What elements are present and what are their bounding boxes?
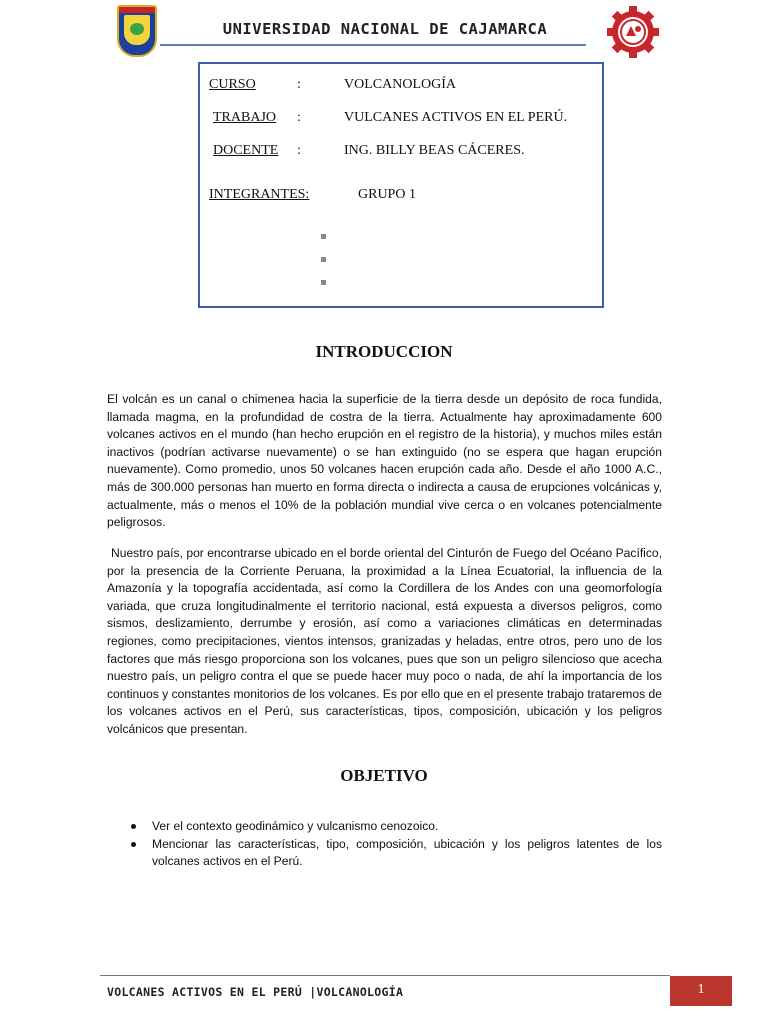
docente-label: DOCENTE (213, 143, 279, 158)
grupo-value: GRUPO 1 (358, 187, 416, 202)
course-info-box (198, 62, 604, 308)
docente-value: ING. BILLY BEAS CÁCERES. (344, 143, 525, 158)
objetivo-heading: OBJETIVO (340, 766, 428, 785)
objetivo-item-2: Mencionar las características, tipo, composición, ubicación y los peligros latentes de los volcanes activos en el Perú. (152, 836, 662, 869)
objetivo-list (107, 818, 662, 871)
page-number-badge: 1 (670, 976, 732, 1006)
curso-label: CURSO (209, 77, 256, 92)
intro-paragraph-2: Nuestro país, por encontrarse ubicado en el borde oriental del Cinturón de Fuego del Océano Pacífico, por la presencia de la Corriente Peruana, la proximidad a la Línea Ecuatorial, la influencia de la Amazonía y la topografía accidentada, así como la Cordillera de los Andes con una geomorfología variada, que cruza longitudinalmente el territorio nacional, está expuesta a diversos peligros, como sismos, deslizamiento, derrumbe y erosión, así como a variaciones climáticas en determinadas regiones, como precipitaciones, vientos intensos, granizadas y heladas, entre otros, pero uno de los factores que más riesgo proporciona son los volcanes, pues que son un peligro silencioso que acecha nuestro país, un peligro contra el que se puede hacer muy poco o nada, de ahí la importancia de los continuos y constantes monitorios de los volcanes. Es por ello que en el presente trabajo trataremos de los volcanes activos en el Perú, sus características, tipos, composición, ubicación y los peligros volcánicos que presentan. (107, 546, 662, 736)
footer-text: VOLCANES ACTIVOS EN EL PERÚ |VOLCANOLOGÍA (107, 985, 404, 999)
footer-divider (100, 975, 670, 976)
list-item (107, 818, 662, 836)
trabajo-label: TRABAJO (213, 110, 277, 125)
list-bullet-icon (321, 234, 326, 239)
university-crest-icon (117, 5, 157, 57)
curso-value: VOLCANOLOGÍA (344, 77, 456, 92)
docente-separator: : (297, 143, 301, 158)
intro-paragraph-1: El volcán es un canal o chimenea hacia la superficie de la tierra desde un depósito de roca fundida, llamada magma, en la profundidad de costra de la tierra. Actualmente hay aproximadamente 600 volcanes activos en el mundo (han hecho erupción en el registro de la historia), y muchos miles están inactivos (podrían activarse nuevamente) o se han extinguido (no se espera que hagan erupción nuevamente). Como promedio, unos 50 volcanes hacen erupción cada año. Desde el año 1000 A.C., más de 300.000 personas han muerto en forma directa o indirecta a causa de erupciones volcánicas y, actualmente, más o menos el 10% de la población mundial vive cerca o en volcanes potencialmente peligrosos. (107, 392, 662, 530)
bullet-dot-icon (131, 824, 136, 829)
header-divider (160, 44, 586, 46)
trabajo-separator: : (297, 110, 301, 125)
intro-heading: INTRODUCCION (315, 342, 453, 361)
list-bullet-icon (321, 280, 326, 285)
list-bullet-icon (321, 257, 326, 262)
trabajo-value: VULCANES ACTIVOS EN EL PERÚ. (344, 110, 568, 125)
objetivo-item-1: Ver el contexto geodinámico y vulcanismo cenozoico. (152, 819, 439, 833)
header-title: UNIVERSIDAD NACIONAL DE CAJAMARCA (222, 20, 548, 38)
bullet-dot-icon (131, 842, 136, 847)
list-item (107, 836, 662, 871)
engineering-gear-seal-icon (604, 6, 662, 58)
curso-separator: : (297, 77, 301, 92)
integrantes-label: INTEGRANTES: (209, 187, 310, 202)
